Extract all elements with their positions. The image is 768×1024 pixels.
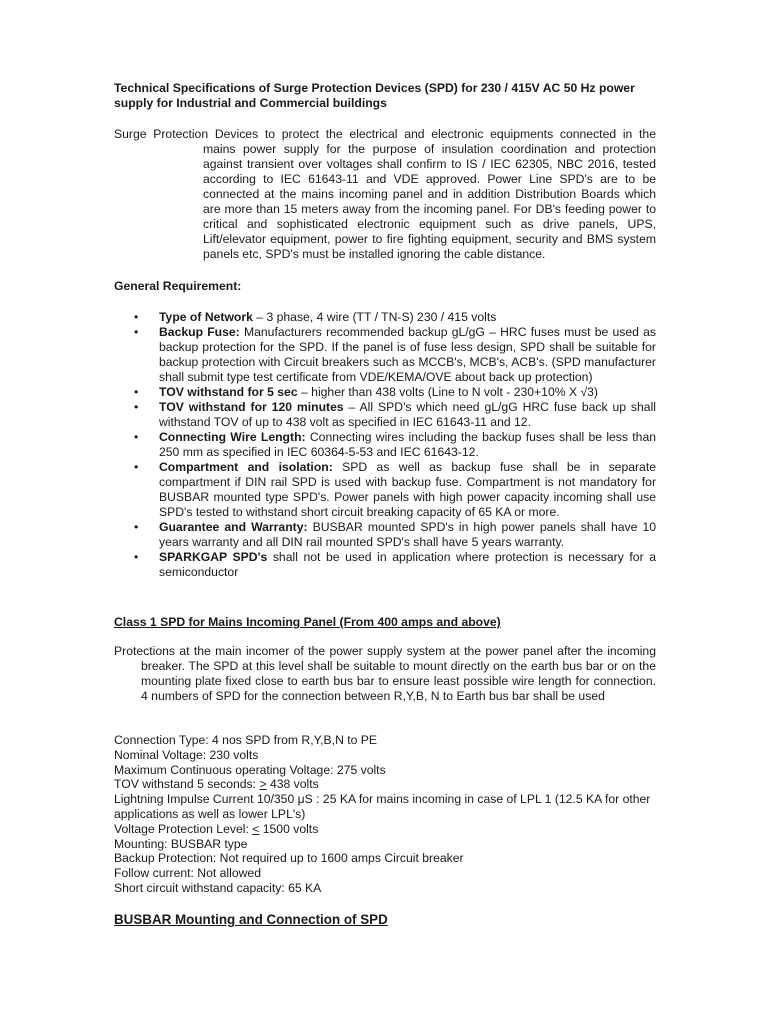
spec-tov-value: 438 volts <box>266 777 319 792</box>
requirement-text: – higher than 438 volts (Line to N volt - 230+10% X √3) <box>297 385 598 399</box>
spec-nominal-voltage: Nominal Voltage: 230 volts <box>114 747 259 762</box>
less-equal-symbol: < <box>252 821 260 836</box>
list-item <box>114 520 656 550</box>
list-item <box>114 310 656 325</box>
requirement-label: Connecting Wire Length: <box>159 430 306 444</box>
spec-follow-current: Follow current: Not allowed <box>114 866 261 881</box>
spec-backup-protection: Backup Protection: Not required up to 1600 amps Circuit breaker <box>114 851 464 866</box>
spec-mounting: Mounting: BUSBAR type <box>114 836 248 851</box>
requirement-label: Backup Fuse: <box>159 325 240 339</box>
requirement-text: – All SPD's which need gL/gG HRC fuse back up shall withstand TOV of up to 438 volt as specified in IEC 61643-11 and 12. <box>159 400 657 429</box>
protections-text: Protections at the main incomer of the power supply system at the power panel after the incoming breaker. The SPD at this level shall be suitable to mount directly on the earth bus bar or on the mounting plate fixed close to earth bus bar to ensure least possible wire length for connection. 4 numbers of SPD for the connection between R,Y,B, N to Earth bus bar shall be used <box>114 644 656 703</box>
requirement-label: TOV withstand for 5 sec <box>159 385 298 399</box>
intro-body: mains power supply for the purpose of insulation coordination and protection against transient over voltages shall confirm to IS / IEC 62305, NBC 2016, tested according to IEC 61643-11 and VDE approved. Power Line SPD's are to be connected at the mains incoming panel and in addition Distribution Boards which are more than 15 meters away from the incoming panel. For DB's feeding power to critical and sophisticated electronic equipment such as drive panels, UPS, Lift/elevator equipment, power to fire fighting equipment, security and BMS system panels etc, SPD's must be installed ignoring the cable distance. <box>203 142 656 261</box>
spec-short-circuit-capacity: Short circuit withstand capacity: 65 KA <box>114 880 322 895</box>
requirement-text: shall not be used in application where protection is necessary for a semiconductor <box>159 550 656 579</box>
spec-vpl-label: Voltage Protection Level: <box>114 821 253 836</box>
specifications-list <box>114 733 659 896</box>
requirement-label: Guarantee and Warranty: <box>159 520 308 534</box>
spec-tov-label: TOV withstand 5 seconds: <box>114 777 260 792</box>
requirement-text: BUSBAR mounted SPD's in high power panels shall have 10 years warranty and all DIN rail mounted SPD's shall have 5 years warranty. <box>159 520 657 549</box>
list-item <box>114 460 656 520</box>
requirement-label: TOV withstand for 120 minutes <box>159 400 344 414</box>
list-item <box>114 325 656 385</box>
spec-max-continuous-voltage: Maximum Continuous operating Voltage: 275 volts <box>114 762 386 777</box>
requirement-label: SPARKGAP SPD's <box>159 550 268 564</box>
requirements-list <box>114 310 656 580</box>
spec-tov-withstand <box>114 777 659 792</box>
list-item <box>114 550 656 580</box>
intro-first-line: Surge Protection Devices to protect the electrical and electronic equipments connected in the <box>114 127 656 141</box>
requirement-text: Connecting wires including the backup fuses shall be less than 250 mm as specified in IEC 60364-5-53 and IEC 61643-12. <box>159 430 657 459</box>
spec-connection-type: Connection Type: 4 nos SPD from R,Y,B,N to PE <box>114 733 378 747</box>
intro-paragraph <box>114 127 656 262</box>
document-title: Technical Specifications of Surge Protection Devices (SPD) for 230 / 415V AC 50 Hz power supply for Industrial and Commercial buildings <box>114 81 635 110</box>
busbar-heading: BUSBAR Mounting and Connection of SPD <box>114 912 388 927</box>
list-item <box>114 385 656 400</box>
requirement-text: – 3 phase, 4 wire (TT / TN-S) 230 / 415 volts <box>252 310 497 324</box>
class1-heading: Class 1 SPD for Mains Incoming Panel (From 400 amps and above) <box>114 615 501 629</box>
list-item <box>114 400 656 430</box>
requirement-text: SPD as well as backup fuse shall be in separate compartment if DIN rail SPD is used with backup fuse. Compartment is not mandatory for BUSBAR mounted type SPD's. Power panels with high power capacity incoming shall use SPD's tested to withstand short circuit breaking capacity of 65 KA or more. <box>159 460 656 519</box>
protections-paragraph <box>114 644 656 704</box>
spec-vpl-value: 1500 volts <box>259 821 319 836</box>
requirement-label: Type of Network <box>159 310 253 324</box>
spec-voltage-protection-level <box>114 822 659 837</box>
requirement-text: Manufacturers recommended backup gL/gG – HRC fuses must be used as backup protection for the SPD. If the panel is of fuse less design, SPD shall be suitable for backup protection with Circuit breakers such as MCCB's, MCB's, ACB's. (SPD manufacturer shall submit type test certificate from VDE/KEMA/OVE about back up protection) <box>159 325 656 384</box>
list-item <box>114 430 656 460</box>
requirement-label: Compartment and isolation: <box>159 460 333 474</box>
spec-lightning-current: Lightning Impulse Current 10/350 μS : 25 KA for mains incoming in case of LPL 1 (12.5 KA for other applications as well as lower LPL's) <box>114 792 651 821</box>
greater-equal-symbol: > <box>259 777 267 792</box>
general-requirement-heading: General Requirement: <box>114 279 242 293</box>
